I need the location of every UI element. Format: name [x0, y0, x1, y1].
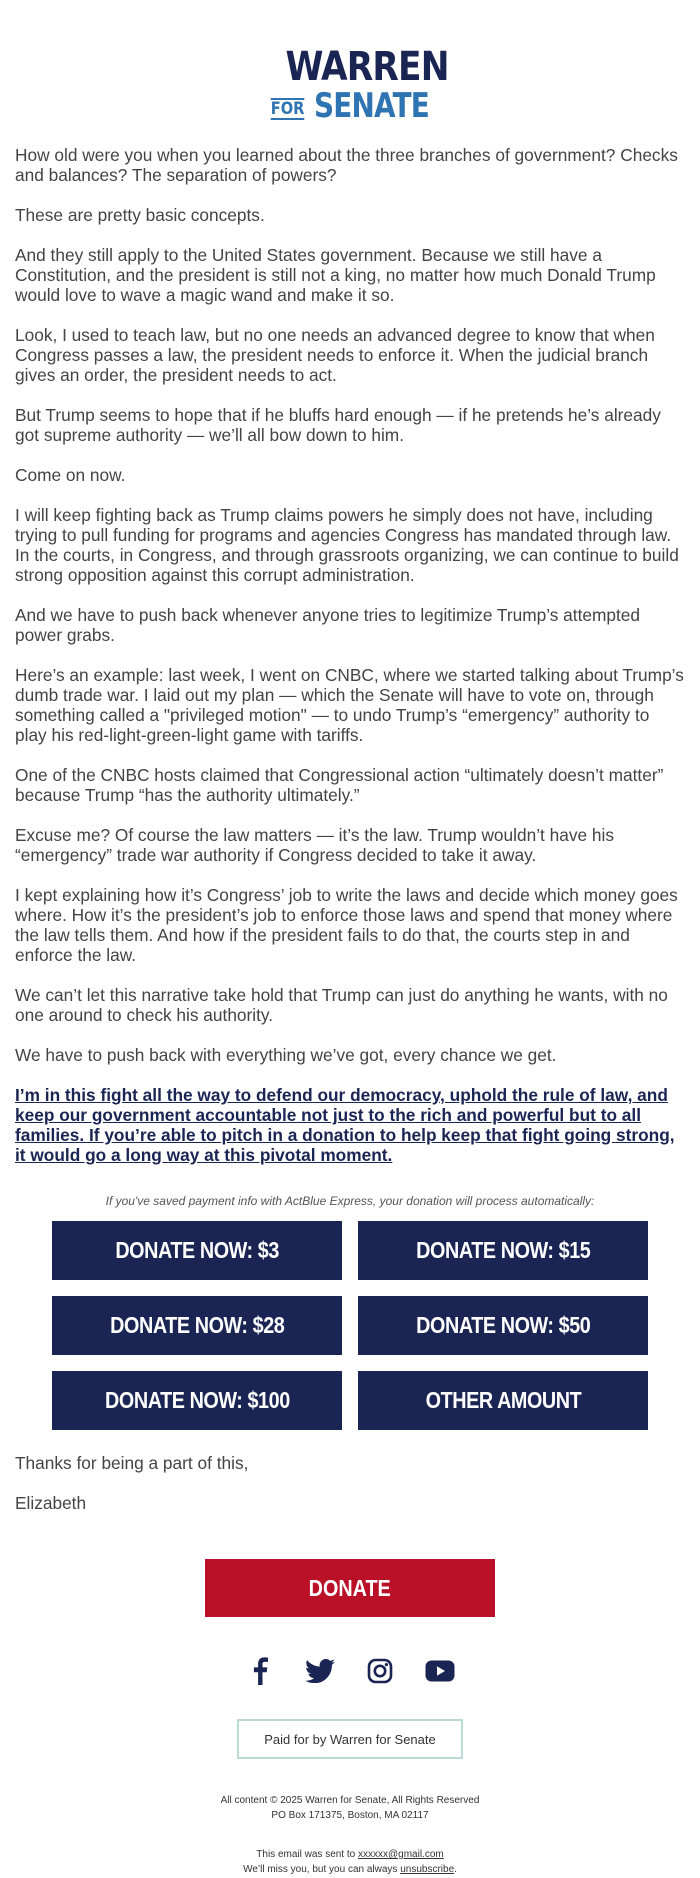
body-paragraph: We can’t let this narrative take hold that Trump can just do anything he wants, with no one around to check his authority.: [15, 985, 668, 1025]
body-paragraph: I kept explaining how it’s Congress’ job to write the laws and decide which money goes where. How it’s the president’s job to enforce those laws and spend that money where the law tells them. And how if the president fails to do that, the courts step in and enforce the law.: [15, 885, 678, 965]
facebook-icon[interactable]: [242, 1653, 278, 1689]
youtube-icon[interactable]: [422, 1653, 458, 1689]
body-paragraph: And we have to push back whenever anyone tries to legitimize Trump’s attempted power grabs.: [15, 605, 641, 645]
body-paragraph: We have to push back with everything we’ve got, every chance we get.: [15, 1045, 557, 1065]
body-paragraph: And they still apply to the United States government. Because we still have a Constitution, and the president is still not a king, no matter how much Donald Trump would love to wave a magic wand and make it so.: [15, 245, 656, 305]
unsubscribe-prefix: We’ll miss you, but you can always: [243, 1864, 401, 1875]
donate-3-label: DONATE NOW: $3: [115, 1237, 279, 1263]
body-paragraph: Look, I used to teach law, but no one needs an advanced degree to know that when Congress passes a law, the president needs to enforce it. When the judicial branch gives an order, the president needs to act.: [15, 325, 655, 385]
social-links: [0, 1653, 700, 1689]
unsubscribe-suffix: .: [454, 1864, 457, 1875]
donate-50-button[interactable]: [358, 1296, 648, 1355]
warren-for-senate-logo[interactable]: [271, 44, 449, 126]
other-amount-button[interactable]: [358, 1371, 648, 1430]
donate-28-button[interactable]: [52, 1296, 342, 1355]
logo-warren-text: WARREN: [285, 44, 449, 90]
instagram-icon[interactable]: [362, 1653, 398, 1689]
closing-block: [0, 1453, 700, 1513]
donate-button[interactable]: [205, 1559, 495, 1617]
donate-100-button[interactable]: [52, 1371, 342, 1430]
donate-15-label: DONATE NOW: $15: [415, 1237, 591, 1263]
sent-to-prefix: This email was sent to: [256, 1849, 358, 1860]
logo-bottom-row: [271, 86, 429, 126]
signature: Elizabeth: [15, 1493, 87, 1513]
actblue-note: If you've saved payment info with ActBlue Express, your donation will process automatically:: [105, 1194, 595, 1208]
other-amount-label: OTHER AMOUNT: [425, 1387, 581, 1413]
body-paragraph: Excuse me? Of course the law matters — it’s the law. Trump wouldn’t have his “emergency” trade war authority if Congress decided to take it away.: [15, 825, 615, 865]
body-paragraph: Come on now.: [15, 465, 126, 485]
logo-senate-text: SENATE: [313, 86, 429, 126]
body-paragraph: One of the CNBC hosts claimed that Congressional action “ultimately doesn’t matter” because Trump “has the authority ultimately.”: [15, 765, 664, 805]
unsubscribe-link[interactable]: unsubscribe: [400, 1864, 455, 1875]
donate-button-label: DONATE: [308, 1574, 392, 1601]
donate-3-button[interactable]: [52, 1221, 342, 1280]
body-paragraph: But Trump seems to hope that if he bluffs hard enough — if he pretends he’s already got supreme authority — we’ll all bow down to him.: [15, 405, 661, 445]
donate-50-label: DONATE NOW: $50: [415, 1312, 591, 1338]
paid-for-text: Paid for by Warren for Senate: [264, 1731, 436, 1747]
body-paragraph: Here’s an example: last week, I went on CNBC, where we started talking about Trump’s dumb trade war. I laid out my plan — which the Senate will have to vote on, through something called a "privileged motion" — to undo Trump’s “emergency” authority to play his red-light-green-light game with tariffs.: [15, 665, 684, 745]
copyright-text: All content © 2025 Warren for Senate, All Rights Reserved: [220, 1795, 480, 1806]
donation-appeal-link[interactable]: I’m in this fight all the way to defend our democracy, uphold the rule of law, and keep our government accountable not just to the rich and powerful but to all families. If you’re able to pitch in a donation to help keep that fight going strong, it would go a long way at this pivotal moment.: [15, 1085, 675, 1165]
logo-for-text: FOR: [271, 99, 305, 119]
paid-for-disclaimer: [237, 1719, 463, 1759]
donate-100-label: DONATE NOW: $100: [104, 1387, 290, 1413]
body-paragraph: I will keep fighting back as Trump claims powers he simply does not have, including trying to pull funding for programs and agencies Congress has mandated through law. In the courts, in Congress, and through grassroots organizing, we can continue to build strong opposition against this corrupt administration.: [15, 505, 679, 585]
email-body: [0, 145, 700, 1165]
sent-to-line: [0, 1847, 700, 1862]
donate-28-label: DONATE NOW: $28: [109, 1312, 285, 1338]
body-paragraph: How old were you when you learned about the three branches of government? Checks and balances? The separation of powers?: [15, 145, 678, 185]
body-paragraph: These are pretty basic concepts.: [15, 205, 265, 225]
closing-thanks: Thanks for being a part of this,: [15, 1453, 249, 1473]
mailing-address: PO Box 171375, Boston, MA 02117: [271, 1810, 429, 1821]
recipient-email-link[interactable]: xxxxxx@gmail.com: [358, 1849, 444, 1860]
unsubscribe-line: [0, 1862, 700, 1877]
donate-button-grid: [0, 1221, 700, 1430]
twitter-icon[interactable]: [302, 1653, 338, 1689]
email-page: [0, 44, 700, 1877]
donate-15-button[interactable]: [358, 1221, 648, 1280]
footer-email-info: [0, 1847, 700, 1877]
footer-legal: [0, 1793, 700, 1823]
